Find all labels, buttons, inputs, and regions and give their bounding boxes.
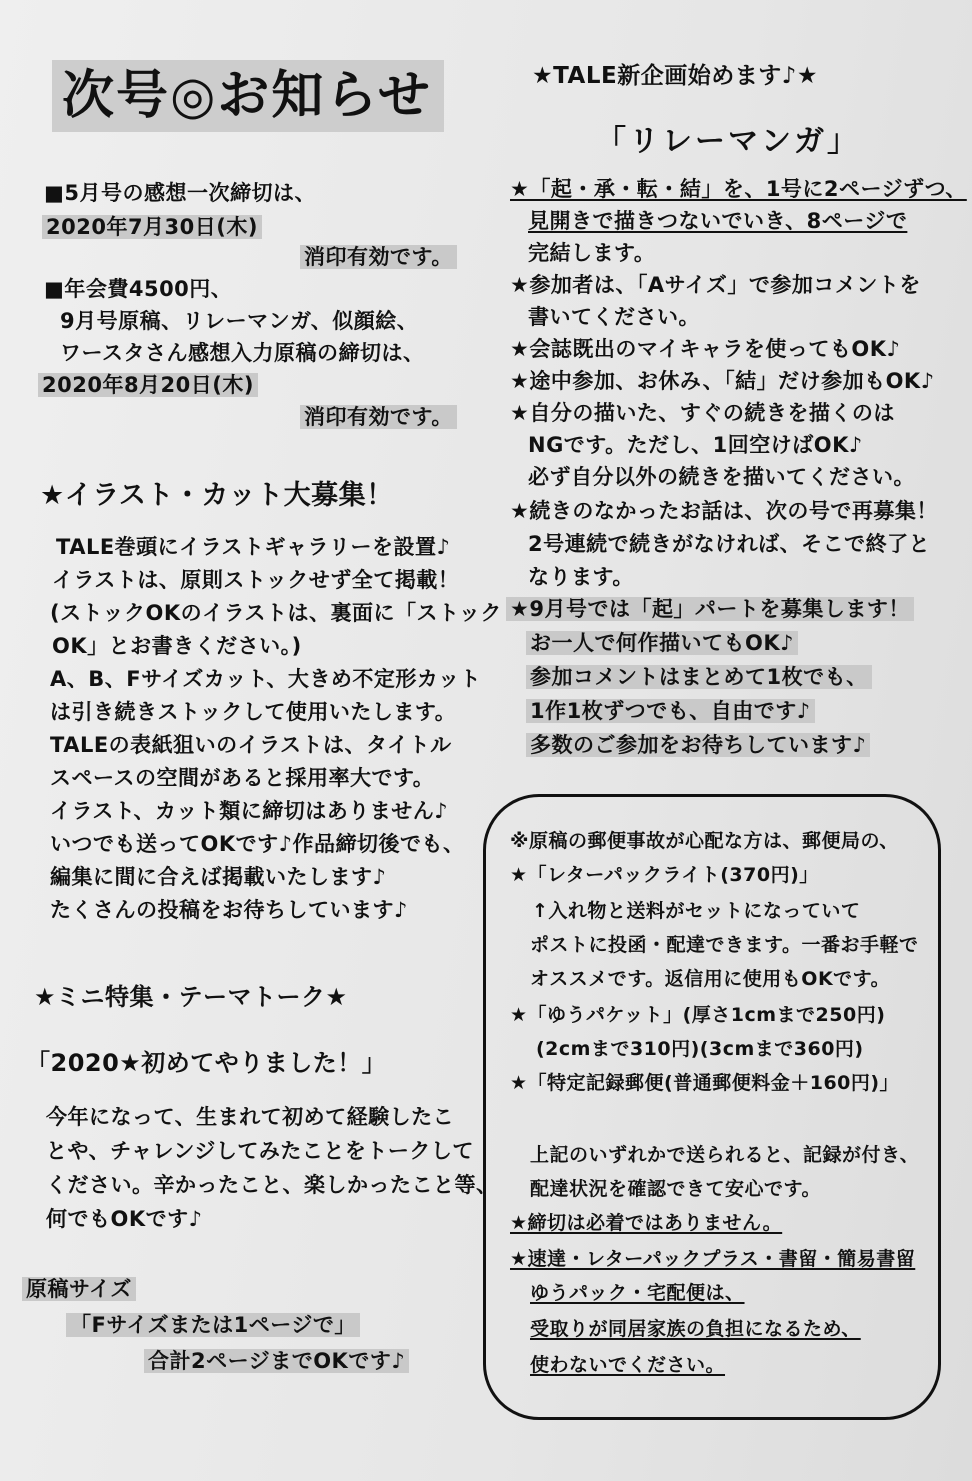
relay-highlight-line: 多数のご参加をお待ちしています♪ bbox=[526, 733, 870, 757]
illust-line: OK」とお書きください。) bbox=[52, 634, 302, 658]
illust-line: たくさんの投稿をお待ちしています♪ bbox=[50, 898, 408, 922]
postal-line: ポストに投函・配達できます。一番お手軽で bbox=[530, 934, 919, 956]
relay-line: ★会誌既出のマイキャラを使ってもOK♪ bbox=[510, 337, 901, 361]
manuscript-size-line2: 合計2ページまでOKです♪ bbox=[144, 1349, 409, 1373]
illust-line: A、B、Fサイズカット、大きめ不定形カット bbox=[50, 667, 482, 691]
postal-line: ★「特定記録郵便(普通郵便料金＋160円)」 bbox=[510, 1072, 900, 1094]
illust-line: TALEの表紙狙いのイラストは、タイトル bbox=[50, 733, 452, 757]
postal-line: ★「ゆうパケット」(厚さ1cmまで250円) bbox=[510, 1004, 886, 1026]
deadline2-line2: 9月号原稿、リレーマンガ、似顔絵、 bbox=[60, 309, 419, 333]
postal-line: ★速達・レターパックプラス・書留・簡易書留 bbox=[510, 1248, 916, 1270]
postal-line: 上記のいずれかで送られると、記録が付き、 bbox=[530, 1144, 920, 1166]
postal-line: オススメです。返信用に使用もOKです。 bbox=[530, 968, 891, 990]
relay-line: 書いてください。 bbox=[528, 305, 700, 329]
illust-line: は引き続きストックして使用いたします。 bbox=[50, 700, 457, 724]
relay-highlight-line: お一人で何作描いてもOK♪ bbox=[526, 631, 798, 655]
illust-line: いつでも送ってOKです♪作品締切後でも、 bbox=[50, 832, 465, 856]
postal-line: ゆうパック・宅配便は、 bbox=[530, 1282, 745, 1304]
deadline2-postmark: 消印有効です。 bbox=[300, 405, 457, 429]
postal-line: ↑入れ物と送料がセットになっていて bbox=[532, 900, 861, 922]
mini-line: ください。辛かったこと、楽しかったこと等、 bbox=[46, 1173, 498, 1197]
relay-line: ★続きのなかったお話は、次の号で再募集！ bbox=[510, 499, 938, 523]
illust-heading: ★イラスト・カット大募集！ bbox=[40, 480, 394, 511]
relay-line: ★自分の描いた、すぐの続きを描くのは bbox=[510, 401, 895, 425]
postal-line: ★締切は必着ではありません。 bbox=[510, 1212, 783, 1234]
postal-line: 配達状況を確認できて安心です。 bbox=[530, 1178, 821, 1200]
relay-section-heading: ★TALE新企画始めます♪★ bbox=[532, 63, 818, 89]
relay-line: 2号連続で続きがなければ、そこで終了と bbox=[528, 532, 931, 556]
manuscript-size-line1: 「Fサイズまたは1ページで」 bbox=[66, 1313, 360, 1337]
postal-line: ※原稿の郵便事故が心配な方は、郵便局の、 bbox=[510, 830, 899, 852]
relay-line: 完結します。 bbox=[528, 241, 656, 265]
mini-heading: ★ミニ特集・テーマトーク★ bbox=[34, 983, 348, 1011]
deadline2-date: 2020年8月20日(木) bbox=[38, 373, 258, 397]
relay-highlight-line: ★9月号では「起」パートを募集します！ bbox=[506, 597, 914, 621]
illust-line: スペースの空間があると採用率大です。 bbox=[50, 766, 435, 790]
illust-line: イラストは、原則ストックせず全て掲載！ bbox=[52, 568, 460, 592]
illust-line: イラスト、カット類に締切はありません♪ bbox=[50, 799, 449, 823]
illust-line: TALE巻頭にイラストギャラリーを設置♪ bbox=[56, 535, 451, 559]
relay-line: 見開きで描きつないでいき、8ページで bbox=[528, 209, 908, 233]
deadline1-postmark: 消印有効です。 bbox=[300, 245, 457, 269]
deadline1-date: 2020年7月30日(木) bbox=[42, 215, 262, 239]
postal-line: 使わないでください。 bbox=[530, 1354, 726, 1376]
relay-highlight-line: 1作1枚ずつでも、自由です♪ bbox=[526, 699, 815, 723]
mini-line: 今年になって、生まれて初めて経験したこ bbox=[46, 1105, 455, 1129]
relay-line: ★「起・承・転・結」を、1号に2ページずつ、 bbox=[510, 177, 967, 201]
postal-line: 受取りが同居家族の負担になるため、 bbox=[530, 1318, 861, 1340]
relay-line: NGです。ただし、1回空けばOK♪ bbox=[528, 433, 863, 457]
illust-line: 編集に間に合えば掲載いたします♪ bbox=[50, 865, 387, 889]
relay-line: ★参加者は、「Aサイズ」で参加コメントを bbox=[510, 273, 921, 297]
page-title: 次号◎お知らせ bbox=[62, 66, 432, 126]
illust-line: (ストックOKのイラストは、裏面に「ストック bbox=[50, 601, 502, 625]
mini-line: とや、チャレンジしてみたことをトークして bbox=[46, 1139, 474, 1163]
relay-title: 「リレーマンガ」 bbox=[596, 124, 860, 159]
relay-highlight-line: 参加コメントはまとめて1枚でも、 bbox=[526, 665, 872, 689]
postal-line: ★「レターパックライト(370円)」 bbox=[510, 864, 819, 886]
mini-line: 何でもOKです♪ bbox=[46, 1207, 203, 1231]
relay-line: 必ず自分以外の続きを描いてください。 bbox=[528, 465, 915, 489]
deadline2-line3: ワースタさん感想入力原稿の締切は、 bbox=[60, 341, 425, 365]
manuscript-size-label: 原稿サイズ bbox=[22, 1277, 136, 1301]
mini-theme: 「2020★初めてやりました！」 bbox=[26, 1049, 387, 1077]
relay-line: ★途中参加、お休み、「結」だけ参加もOK♪ bbox=[510, 369, 935, 393]
relay-line: なります。 bbox=[528, 565, 634, 589]
postal-line: (2cmまで310円)(3cmまで360円) bbox=[536, 1038, 864, 1060]
deadline1-line1: ■5月号の感想一次締切は、 bbox=[44, 181, 316, 205]
deadline2-line1: ■年会費4500円、 bbox=[44, 277, 233, 301]
